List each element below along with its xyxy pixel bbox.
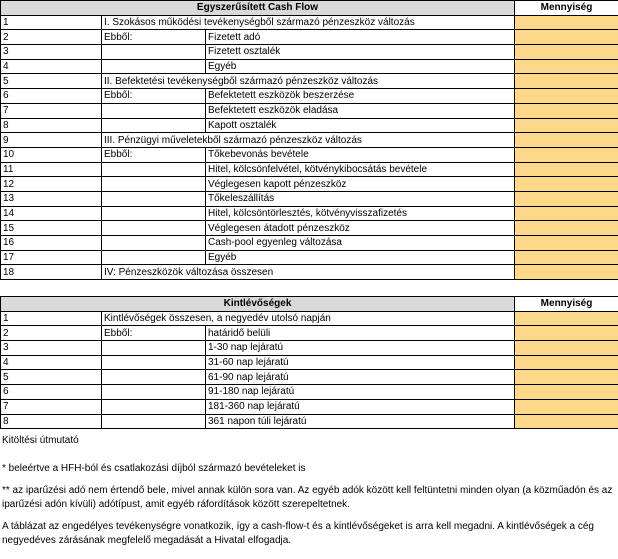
item-label: 91-180 nap lejáratú: [206, 385, 515, 400]
row-number: 3: [1, 341, 102, 356]
sub-label: Ebből:: [102, 30, 206, 45]
item-label: Hitel, kölcsöntörlesztés, kötvényvisszafizetés: [206, 206, 515, 221]
cashflow-row: [1, 59, 618, 74]
sub-label: [102, 59, 206, 74]
row-number: 11: [1, 162, 102, 177]
quantity-cell[interactable]: [515, 236, 618, 251]
row-number: 4: [1, 355, 102, 370]
sub-label: [102, 399, 206, 414]
row-number: 10: [1, 147, 102, 162]
quantity-cell[interactable]: [515, 250, 618, 265]
item-label: határidő belüli: [206, 326, 515, 341]
quantity-cell[interactable]: [515, 191, 618, 206]
receivables-row: [1, 385, 618, 400]
sub-label: [102, 206, 206, 221]
quantity-cell[interactable]: [515, 355, 618, 370]
quantity-cell[interactable]: [515, 414, 618, 429]
quantity-cell[interactable]: [515, 30, 618, 45]
row-number: 15: [1, 221, 102, 236]
receivables-qty-header: Mennyiség: [515, 297, 618, 312]
item-label: Kapott osztalék: [206, 118, 515, 133]
row-number: 12: [1, 177, 102, 192]
row-number: 4: [1, 59, 102, 74]
row-number: 1: [1, 15, 102, 30]
receivables-header-row: [1, 297, 618, 312]
row-number: 18: [1, 265, 102, 280]
quantity-cell[interactable]: [515, 74, 618, 89]
cashflow-row: [1, 221, 618, 236]
item-label: Fizetett adó: [206, 30, 515, 45]
row-number: 2: [1, 30, 102, 45]
receivables-row: [1, 311, 618, 326]
receivables-row: [1, 370, 618, 385]
row-number: 13: [1, 191, 102, 206]
quantity-cell[interactable]: [515, 177, 618, 192]
quantity-cell[interactable]: [515, 326, 618, 341]
row-number: 7: [1, 103, 102, 118]
item-label: Tőkeleszállítás: [206, 191, 515, 206]
row-number: 3: [1, 45, 102, 60]
cashflow-row: [1, 177, 618, 192]
section-label: III. Pénzügyi műveletekből származó pénzeszköz változás: [102, 133, 515, 148]
item-label: Befektetett eszközök beszerzése: [206, 89, 515, 104]
cashflow-row: [1, 206, 618, 221]
quantity-cell[interactable]: [515, 89, 618, 104]
section-label: I. Szokásos működési tevékenységből származó pénzeszköz változás: [102, 15, 515, 30]
cashflow-row: [1, 191, 618, 206]
item-label: Egyéb: [206, 250, 515, 265]
row-number: 2: [1, 326, 102, 341]
receivables-row: [1, 326, 618, 341]
quantity-cell[interactable]: [515, 133, 618, 148]
section-label: II. Befektetési tevékenységből származó pénzeszköz változás: [102, 74, 515, 89]
cashflow-row: [1, 265, 618, 280]
receivables-row: [1, 355, 618, 370]
note-2: ** az iparűzési adó nem értendő bele, mivel annak külön sora van. Az egyéb adók között kell feltüntetni minden olyan (a közműadón és az iparűzési adón kívüli) adótípust, amit egyéb ráfordítások között szerepeltetnek.: [2, 485, 613, 510]
cashflow-title: Egyszerűsített Cash Flow: [1, 1, 515, 16]
receivables-row: [1, 414, 618, 429]
row-number: 5: [1, 74, 102, 89]
row-number: 17: [1, 250, 102, 265]
receivables-title: Kintlévőségek: [1, 297, 515, 312]
quantity-cell[interactable]: [515, 147, 618, 162]
note-3: A táblázat az engedélyes tevékenységre vonatkozik, így a cash-flow-t és a kintlévőségeket is arra kell megadni. A kintlévőségek a cég negyedéves zárásának megfelelő megadását a Hivatal elfogadja.: [2, 521, 594, 546]
sub-label: [102, 236, 206, 251]
row-number: 9: [1, 133, 102, 148]
quantity-cell[interactable]: [515, 385, 618, 400]
sub-label: [102, 191, 206, 206]
item-label: Hitel, kölcsönfelvétel, kötvénykibocsátás bevétele: [206, 162, 515, 177]
sub-label: [102, 118, 206, 133]
quantity-cell[interactable]: [515, 265, 618, 280]
quantity-cell[interactable]: [515, 399, 618, 414]
item-label: Véglegesen átadott pénzeszköz: [206, 221, 515, 236]
quantity-cell[interactable]: [515, 341, 618, 356]
item-label: Véglegesen kapott pénzeszköz: [206, 177, 515, 192]
section-label: IV: Pénzeszközök változása összesen: [102, 265, 515, 280]
quantity-cell[interactable]: [515, 15, 618, 30]
sub-label: [102, 45, 206, 60]
cashflow-qty-header: Mennyiség: [515, 1, 618, 16]
cashflow-row: [1, 103, 618, 118]
quantity-cell[interactable]: [515, 103, 618, 118]
item-label: Egyéb: [206, 59, 515, 74]
receivables-table: [0, 296, 618, 429]
cashflow-row: [1, 250, 618, 265]
sub-label: [102, 103, 206, 118]
quantity-cell[interactable]: [515, 311, 618, 326]
row-number: 1: [1, 311, 102, 326]
instructions-title: Kitöltési útmutató: [2, 435, 79, 446]
instructions: [2, 434, 616, 556]
sub-label: [102, 341, 206, 356]
row-number: 14: [1, 206, 102, 221]
cashflow-row: [1, 118, 618, 133]
quantity-cell[interactable]: [515, 221, 618, 236]
receivables-row: [1, 399, 618, 414]
cashflow-header-row: [1, 1, 618, 16]
item-label: 61-90 nap lejáratú: [206, 370, 515, 385]
item-label: Cash-pool egyenleg változása: [206, 236, 515, 251]
row-number: 7: [1, 399, 102, 414]
row-number: 8: [1, 118, 102, 133]
cashflow-row: [1, 89, 618, 104]
quantity-cell[interactable]: [515, 370, 618, 385]
cashflow-row: [1, 133, 618, 148]
sub-label: Ebből:: [102, 326, 206, 341]
item-label: Fizetett osztalék: [206, 45, 515, 60]
item-label: Tőkebevonás bevétele: [206, 147, 515, 162]
cashflow-row: [1, 236, 618, 251]
item-label: 31-60 nap lejáratú: [206, 355, 515, 370]
sub-label: [102, 177, 206, 192]
cashflow-row: [1, 30, 618, 45]
quantity-cell[interactable]: [515, 45, 618, 60]
quantity-cell[interactable]: [515, 118, 618, 133]
note-1: * beleértve a HFH-ból és csatlakozási díjból származó bevételeket is: [2, 463, 306, 474]
sub-label: [102, 250, 206, 265]
row-number: 5: [1, 370, 102, 385]
cashflow-row: [1, 74, 618, 89]
row-number: 6: [1, 385, 102, 400]
cashflow-row: [1, 162, 618, 177]
sub-label: [102, 221, 206, 236]
sub-label: [102, 162, 206, 177]
cashflow-row: [1, 147, 618, 162]
sub-label: Ebből:: [102, 147, 206, 162]
row-number: 8: [1, 414, 102, 429]
item-label: 361 napon túli lejáratú: [206, 414, 515, 429]
sub-label: [102, 355, 206, 370]
sub-label: [102, 370, 206, 385]
quantity-cell[interactable]: [515, 59, 618, 74]
row-number: 6: [1, 89, 102, 104]
sub-label: [102, 414, 206, 429]
quantity-cell[interactable]: [515, 162, 618, 177]
sub-label: Ebből:: [102, 89, 206, 104]
sub-label: [102, 385, 206, 400]
receivables-row: [1, 341, 618, 356]
quantity-cell[interactable]: [515, 206, 618, 221]
row-number: 16: [1, 236, 102, 251]
section-label: Kintlévőségek összesen, a negyedév utolsó napján: [102, 311, 515, 326]
cashflow-row: [1, 15, 618, 30]
item-label: 1-30 nap lejáratú: [206, 341, 515, 356]
item-label: 181-360 nap lejáratú: [206, 399, 515, 414]
item-label: Befektetett eszközök eladása: [206, 103, 515, 118]
cashflow-row: [1, 45, 618, 60]
